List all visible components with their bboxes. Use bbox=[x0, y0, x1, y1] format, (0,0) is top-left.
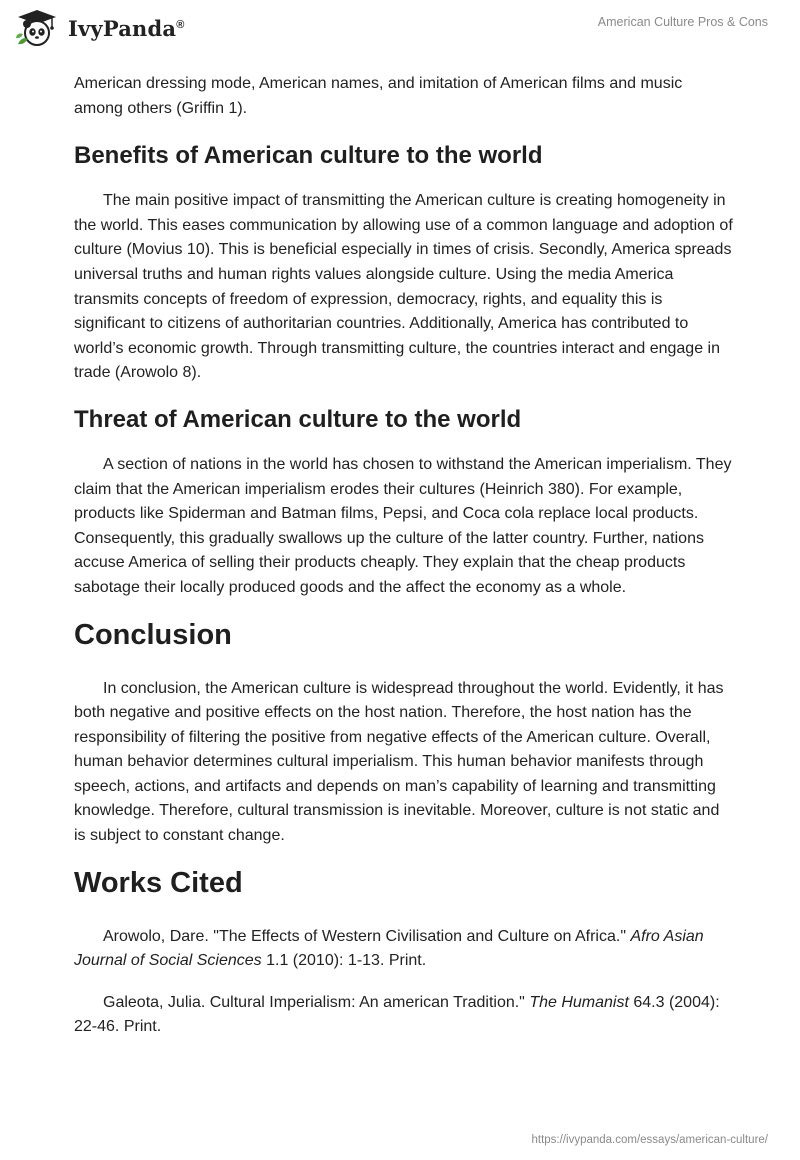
document-title: American Culture Pros & Cons bbox=[597, 15, 768, 29]
benefits-paragraph: The main positive impact of transmitting the American culture is creating homogeneity in the world. This eases communication by allowing use of a common language and adoption of culture (Movius 10). This is beneficial especially in times of crisis. Secondly, America spreads universal truths and human rights values alongside culture. Using the media America transmits concepts of freedom of expression, democracy, rights, and equality this is significant to citizens of authoritarian countries. Additionally, America has contributed to world’s economic growth. Through transmitting culture, the countries interact and engage in trade (Arowolo 8). bbox=[74, 192, 733, 382]
threat-paragraph: A section of nations in the world has chosen to withstand the American imperialism. They claim that the American imperialism erodes their cultures (Heinrich 380). For example, products like Spiderman and Batman films, Pepsi, and Coca cola replace local products. Consequently, this gradually swallows up the culture of the latter country. Further, nations accuse America of selling their products cheaply. They explain that the cheap products sabotage their locally produced goods and the affect the economy as a whole. bbox=[74, 455, 732, 596]
citation-entry: Arowolo, Dare. "The Effects of Western Civilisation and Culture on Africa." Afro Asian Journal of Social Sciences 1.1 (2010): 1-13. Print. bbox=[74, 927, 704, 970]
panda-graduate-icon bbox=[14, 8, 60, 48]
citation-entry: Galeota, Julia. Cultural Imperialism: An american Tradition." The Humanist 64.3 (2004): 22-46. Print. bbox=[74, 993, 720, 1036]
ivypanda-logo[interactable] bbox=[14, 8, 185, 48]
works-cited-heading: Works Cited bbox=[74, 866, 243, 899]
logo-wordmark: IvyPanda® bbox=[68, 15, 185, 41]
source-url[interactable]: https://ivypanda.com/essays/american-culture/ bbox=[531, 1134, 768, 1146]
intro-paragraph: American dressing mode, American names, and imitation of American films and music among others (Griffin 1). bbox=[74, 75, 683, 117]
threat-heading: Threat of American culture to the world bbox=[74, 405, 522, 433]
benefits-heading: Benefits of American culture to the world bbox=[74, 142, 543, 170]
page-header bbox=[0, 0, 800, 60]
conclusion-paragraph: In conclusion, the American culture is widespread throughout the world. Evidently, it has both negative and positive effects on the host nation. Therefore, the host nation has the responsibility of filtering the positive from negative effects of the American culture. Overall, human behavior determines cultural imperialism. This human behavior manifests through speech, actions, and artifacts and depends on man’s capability of learning and transmitting knowledge. Therefore, cultural transmission is inevitable. Moreover, culture is not static and is subject to constant change. bbox=[74, 679, 724, 845]
essay-content bbox=[74, 72, 734, 1040]
conclusion-heading: Conclusion bbox=[74, 618, 232, 651]
